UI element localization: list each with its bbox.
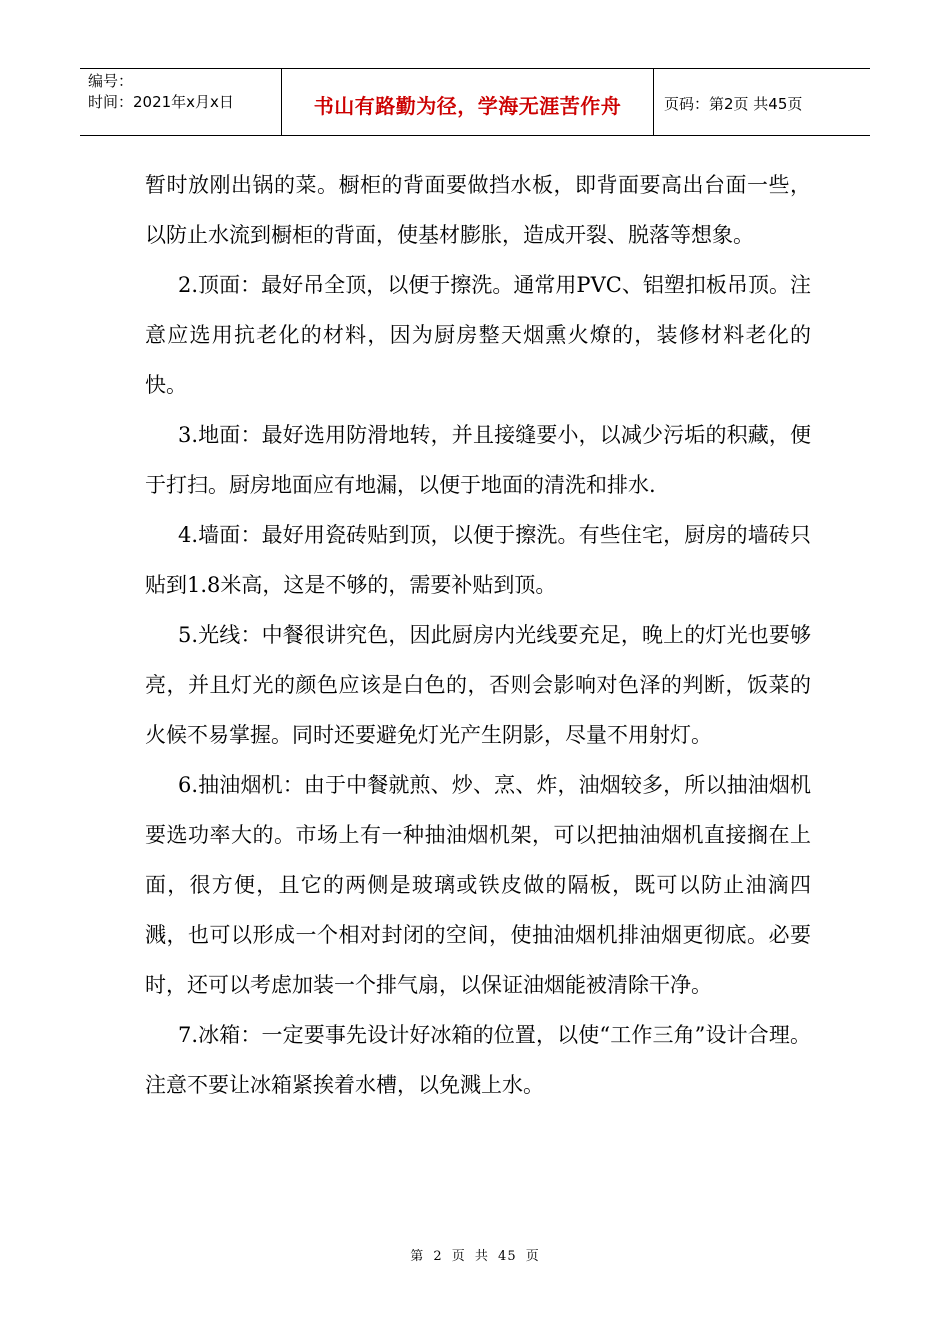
paragraph-refrigerator: 7.冰箱：一定要事先设计好冰箱的位置，以使“工作三角”设计合理。注意不要让冰箱紧挨着水槽，以免溅上水。	[145, 1023, 811, 1097]
paragraph-wall: 4.墙面：最好用瓷砖贴到顶，以便于擦洗。有些住宅，厨房的墙砖只贴到1.8米高，这是不够的，需要补贴到顶。	[145, 523, 811, 597]
paragraph-ceiling: 2.顶面：最好吊全顶，以便于擦洗。通常用PVC、铝塑扣板吊顶。注意应选用抗老化的材料，因为厨房整天烟熏火燎的，装修材料老化的快。	[145, 273, 811, 397]
paragraph-lighting: 5.光线：中餐很讲究色，因此厨房内光线要充足，晚上的灯光也要够亮，并且灯光的颜色应该是白色的，否则会影响对色泽的判断，饭菜的火候不易掌握。同时还要避免灯光产生阴影，尽量不用射灯。	[145, 623, 811, 747]
header-page-info: 页码：第2页 共45页	[664, 94, 803, 113]
document-time-label: 时间：2021年x月x日	[88, 93, 234, 111]
document-number-label: 编号：	[88, 72, 134, 90]
paragraph-range-hood: 6.抽油烟机：由于中餐就煎、炒、烹、炸，油烟较多，所以抽油烟机要选功率大的。市场上有一种抽油烟机架，可以把抽油烟机直接搁在上面，很方便，且它的两侧是玻璃或铁皮做的隔板，既可以防止油滴四溅，也可以形成一个相对封闭的空间，使抽油烟机排油烟更彻底。必要时，还可以考虑加装一个排气扇，以保证油烟能被清除干净。	[145, 773, 811, 997]
header-meta	[80, 69, 282, 135]
paragraph-floor: 3.地面：最好选用防滑地转，并且接缝要小，以减少污垢的积藏，便于打扫。厨房地面应有地漏，以便于地面的清洗和排水.	[145, 423, 811, 497]
page-header	[80, 68, 870, 136]
header-motto: 书山有路勤为径，学海无涯苦作舟	[282, 69, 654, 135]
page-footer: 第 2 页 共 45 页	[410, 1249, 540, 1264]
paragraph-continuation: 暂时放刚出锅的菜。橱柜的背面要做挡水板，即背面要高出台面一些，以防止水流到橱柜的背面，使基材膨胀，造成开裂、脱落等想象。	[145, 173, 811, 247]
document-body	[145, 160, 811, 1110]
